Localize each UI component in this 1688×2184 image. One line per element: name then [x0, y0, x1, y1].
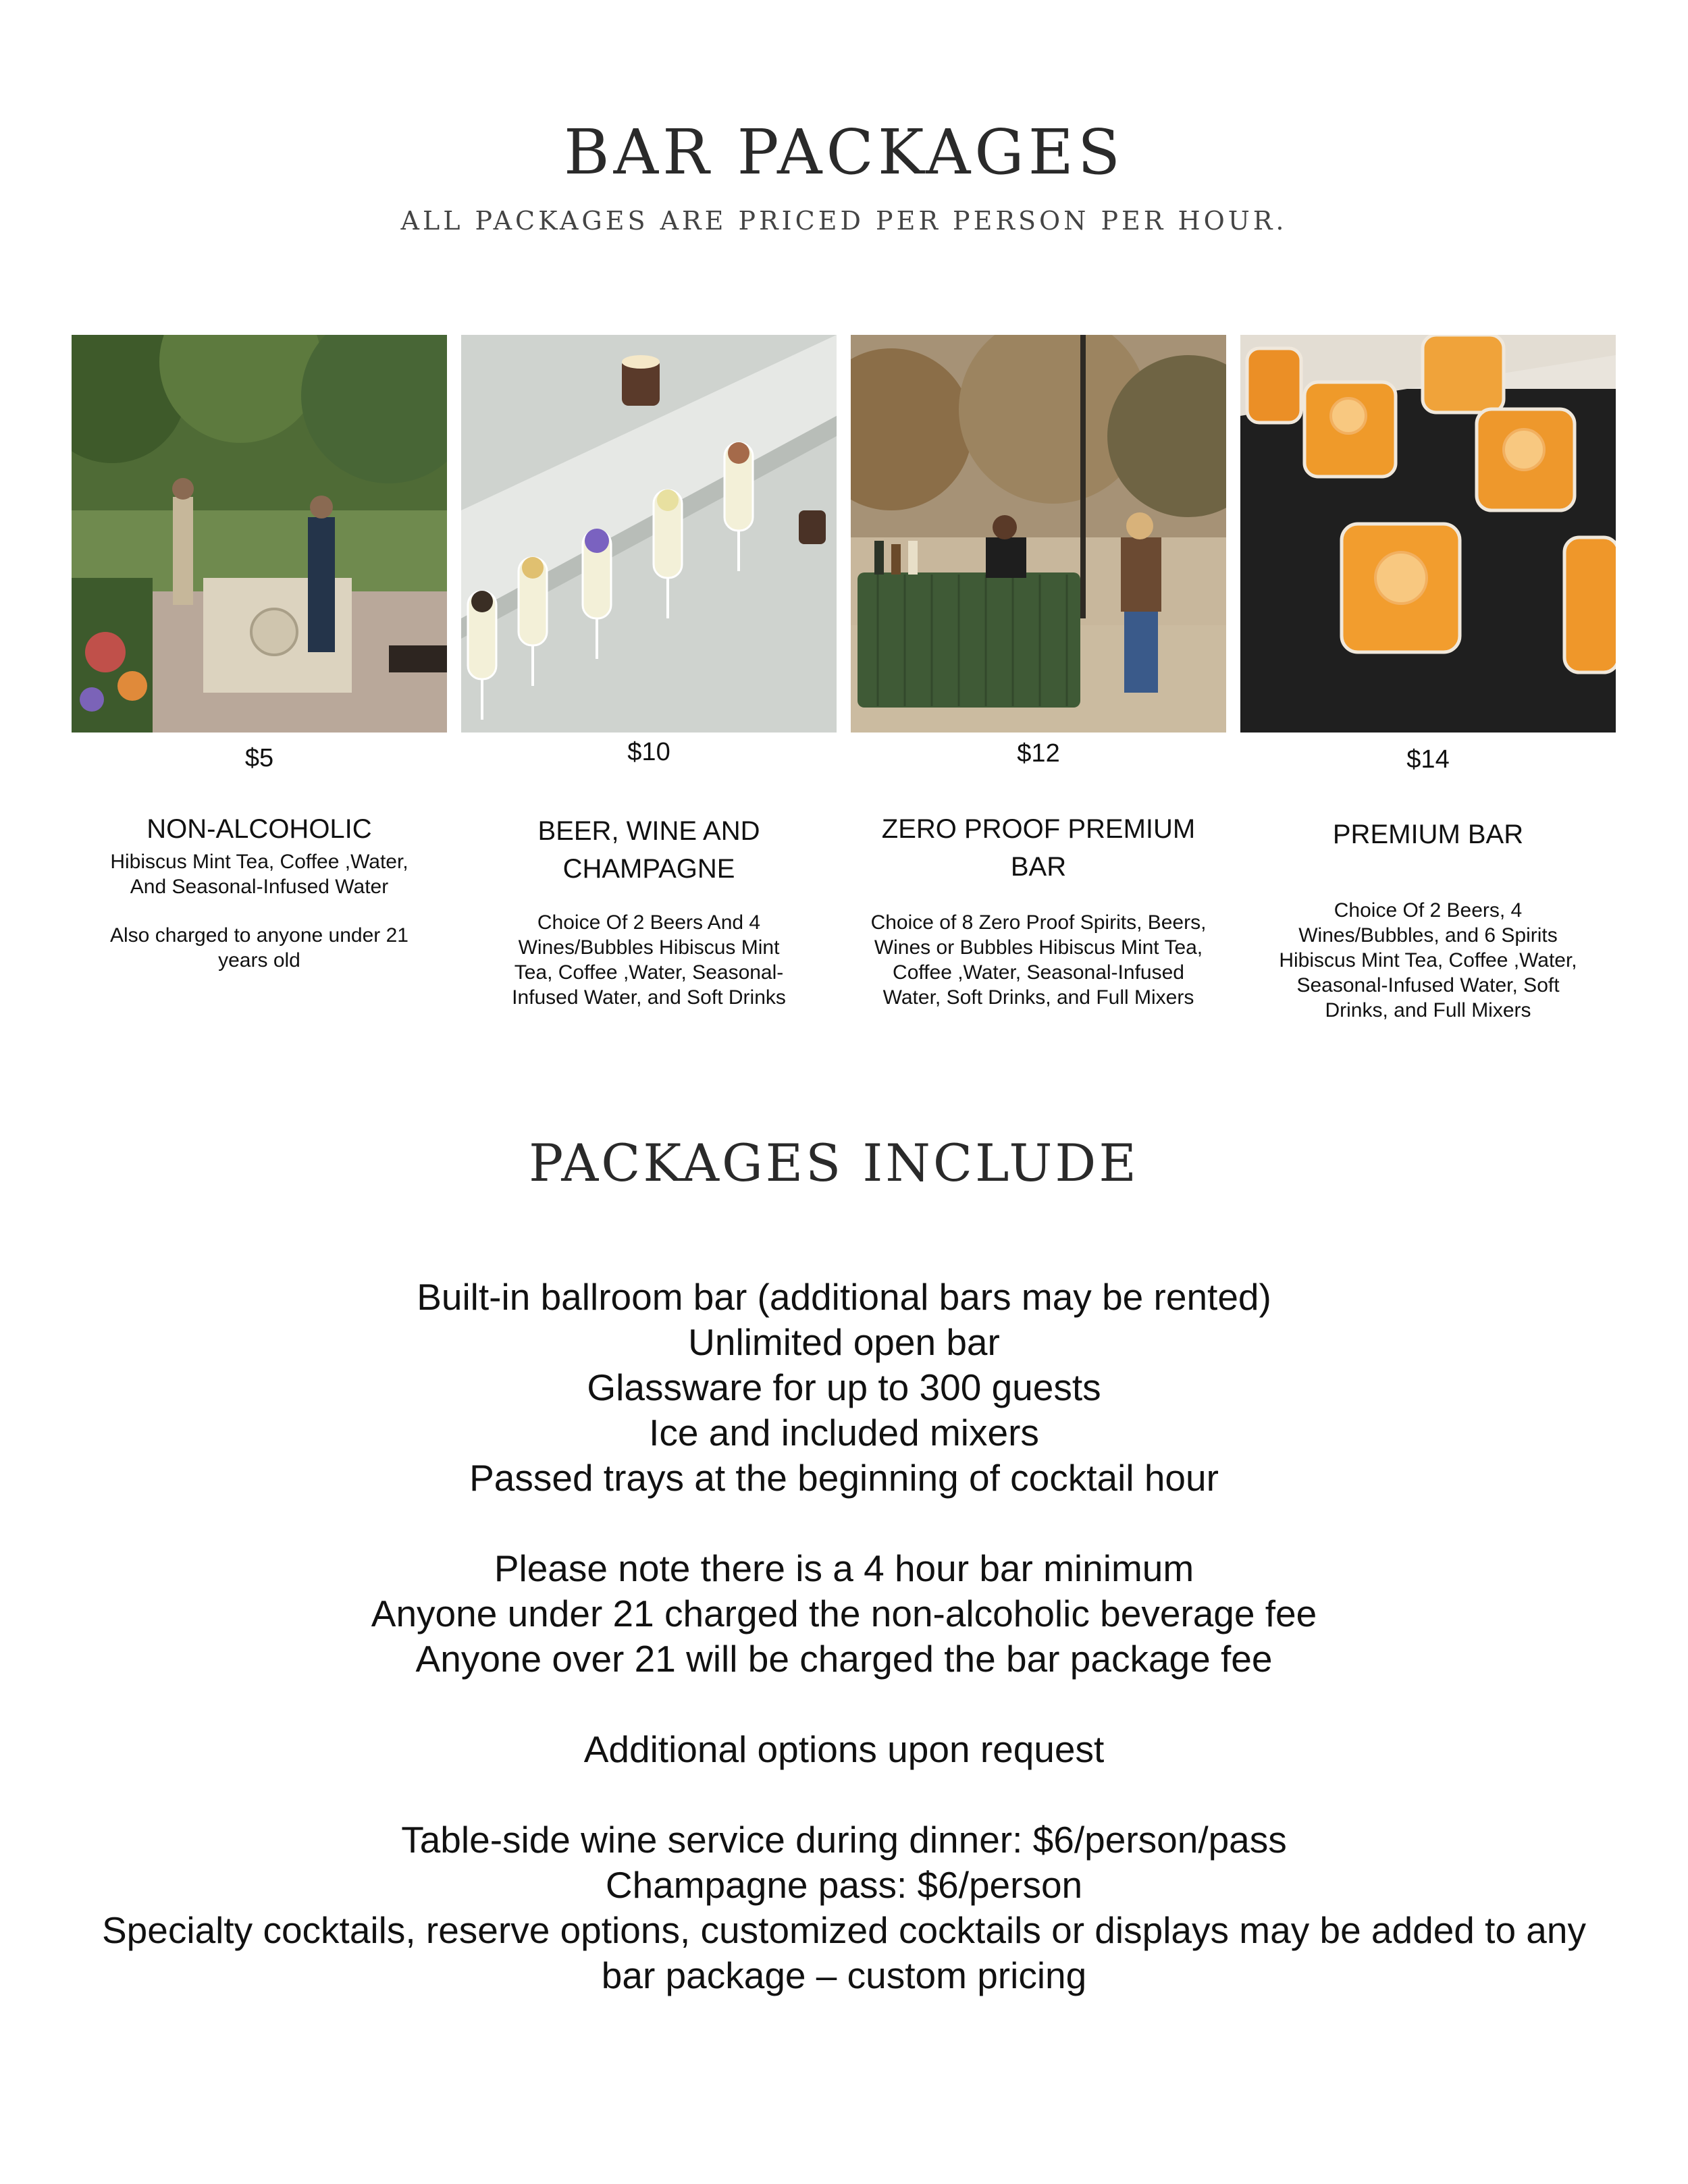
orange-cocktails-photo — [1240, 335, 1616, 733]
bar-note: Anyone over 21 will be charged the bar package fee — [415, 1638, 1273, 1680]
package-name: BEER, WINE AND CHAMPAGNE — [537, 816, 760, 884]
include-item: Unlimited open bar — [688, 1321, 1000, 1363]
includes-title: PACKAGES INCLUDE — [529, 1133, 1139, 1193]
bar-note: Anyone under 21 charged the non-alcoholic beverage fee — [371, 1593, 1317, 1634]
include-item: Passed trays at the beginning of cocktail hour — [469, 1457, 1219, 1499]
option-item: Champagne pass: $6/person — [605, 1864, 1083, 1906]
additional-options-heading: Additional options upon request — [583, 1728, 1105, 1770]
package-price: $10 — [627, 738, 670, 766]
package-name: NON-ALCOHOLIC — [147, 814, 372, 844]
garden-bar-photo — [72, 335, 447, 733]
package-price: $14 — [1406, 745, 1450, 774]
include-item: Ice and included mixers — [649, 1412, 1039, 1454]
include-item: Built-in ballroom bar (additional bars may be rented) — [417, 1276, 1271, 1318]
include-item: Glassware for up to 300 guests — [587, 1366, 1101, 1408]
package-description: Choice of 8 Zero Proof Spirits, Beers, Wines or Bubbles Hibiscus Mint Tea, Coffee ,Water, Seasonal-Infused Water, Soft Drinks, and Full Mixers — [870, 911, 1207, 1009]
option-item: Table-side wine service during dinner: $6/person/pass — [401, 1819, 1287, 1861]
package-name: PREMIUM BAR — [1332, 820, 1524, 849]
package-price: $12 — [1017, 739, 1060, 768]
champagne-flutes-photo — [461, 335, 837, 733]
page-title: BAR PACKAGES — [564, 116, 1124, 188]
package-description: Choice Of 2 Beers, 4 Wines/Bubbles, and 6 Spirits Hibiscus Mint Tea, Coffee ,Water, Seasonal-Infused Water, Soft Drinks, and Full Mixers — [1279, 899, 1577, 1021]
package-name: ZERO PROOF PREMIUM BAR — [881, 814, 1196, 882]
package-description: Choice Of 2 Beers And 4 Wines/Bubbles Hibiscus Mint Tea, Coffee ,Water, Seasonal-Infused Water, and Soft Drinks — [512, 911, 786, 1009]
package-description: Hibiscus Mint Tea, Coffee ,Water, And Seasonal-Infused Water — [110, 851, 408, 898]
page-subtitle: ALL PACKAGES ARE PRICED PER PERSON PER HOUR. — [400, 206, 1288, 236]
bar-note: Please note there is a 4 hour bar minimum — [494, 1547, 1194, 1589]
green-bar-photo — [851, 335, 1226, 733]
option-item: Specialty cocktails, reserve options, customized cocktails or displays may be added to any bar package – custom pricing — [102, 1909, 1586, 1996]
package-note: Also charged to anyone under 21 years old — [110, 924, 408, 971]
package-price: $5 — [244, 744, 274, 772]
